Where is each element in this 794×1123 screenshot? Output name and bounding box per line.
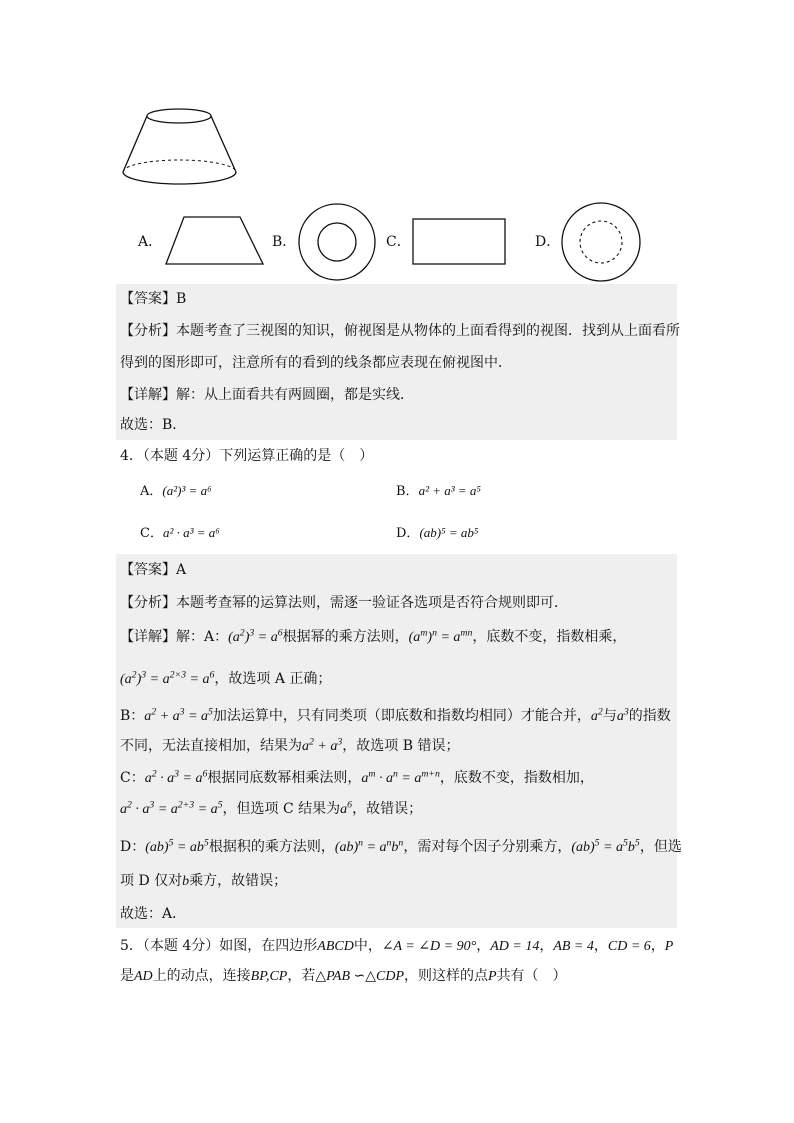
q4-option-b: B．a² + a³ = a⁵ xyxy=(396,483,481,499)
q4-c-line2: $a^2 \cdot a^3 = a^{2+3} = a^5$，但选项 C 结果为$a^6$，故错误； xyxy=(120,799,423,817)
q4-b-line2: 不同，无法直接相加，结果为$a^2 + a^3$，故选项 B 错误； xyxy=(120,736,460,754)
option-d-label: D． xyxy=(535,234,561,250)
option-c-label: C． xyxy=(386,234,411,250)
option-a-trapezoid xyxy=(160,213,270,271)
q4-detail-line1: 【详解】解：A：$(a^2)^3 = a^6$根据幂的乘方法则，$(a^m)^n = a^{mn}$，底数不变，指数相乘， xyxy=(120,627,627,645)
q4-conclusion: 故选：A． xyxy=(120,906,187,922)
q4-c-line1: C：$a^2 \cdot a^3 = a^6$根据同底数幂相乘法则，$a^m \cdot a^n = a^{m+n}$，底数不变，指数相加， xyxy=(120,768,594,786)
q3-answer: 【答案】B xyxy=(120,291,187,307)
q5-stem-line2: 是AD上的动点，连接BP,CP，若△PAB ∽△CDP，则这样的点P共有（ ） xyxy=(120,968,567,984)
q3-analysis-line2: 得到的图形即可，注意所有的看到的线条都应表现在俯视图中． xyxy=(120,355,512,371)
q4-stem: 4．（本题 4分）下列运算正确的是（ ） xyxy=(120,448,374,464)
option-a-label: A． xyxy=(138,234,163,250)
q3-analysis-line1: 【分析】本题考查了三视图的知识，俯视图是从物体的上面看得到的视图．找到从上面看所 xyxy=(120,323,680,339)
q4-detail-line2: $(a^2)^3 = a^{2\times 3} = a^6$，故选项 A 正确； xyxy=(120,669,332,687)
q4-option-c: C．a² · a³ = a⁶ xyxy=(140,525,220,541)
q3-detail: 【详解】解：从上面看共有两圆圈，都是实线． xyxy=(120,387,414,403)
q4-option-d: D．(ab)⁵ = ab⁵ xyxy=(396,525,479,541)
q4-d-line1: D：$(ab)^5 = ab^5$根据积的乘方法则，$(ab)^n = a^nb^n$，需对每个因子分别乘方，$(ab)^5 = a^5b^5$，但选 xyxy=(120,837,682,855)
option-c-rectangle xyxy=(408,214,510,270)
q4-analysis: 【分析】本题考查幂的运算法则，需逐一验证各选项是否符合规则即可． xyxy=(120,595,568,611)
option-d-rings-dashed xyxy=(558,200,644,284)
q3-conclusion: 故选：B． xyxy=(120,417,187,433)
q4-d-line2: 项 D 仅对b乘方，故错误； xyxy=(120,873,288,889)
q4-answer: 【答案】A xyxy=(120,562,187,578)
q5-stem-line1: 5．（本题 4分）如图，在四边形ABCD中，∠A = ∠D = 90°，AD = 14，AB = 4，CD = 6，P xyxy=(120,938,674,954)
frustum-figure xyxy=(115,100,245,195)
q4-option-a: A．(a²)³ = a⁶ xyxy=(140,483,212,499)
option-b-rings xyxy=(296,202,380,282)
option-b-label: B． xyxy=(272,234,297,250)
q4-b-line1: B：$a^2 + a^3 = a^5$加法运算中，只有同类项（即底数和指数均相同）才能合并，$a^2$与$a^3$的指数 xyxy=(120,706,671,724)
